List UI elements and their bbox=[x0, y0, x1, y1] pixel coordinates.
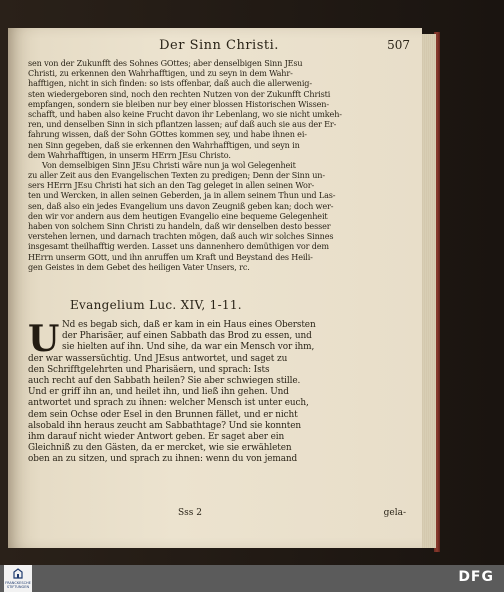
text-line: Gleichniß zu den Gästen, da er mercket, wie sie erwähleten bbox=[28, 443, 292, 454]
viewer-footer bbox=[0, 565, 504, 592]
text-line: der war wassersüchtig. Und JEsus antwortet, und saget zu bbox=[28, 353, 288, 364]
dfg-logo[interactable]: DFG bbox=[458, 569, 494, 585]
text-line: haben von solchem Sinn Christi zu handeln, daß wir denselben desto besser bbox=[28, 221, 331, 231]
text-line: alsobald ihn heraus zeucht am Sabbathtage? Und sie konnten bbox=[28, 420, 302, 431]
library-emblem-icon bbox=[12, 568, 24, 580]
text-line: Christi, zu erkennen den Wahrhafftigen, und zu seyn in dem Wahr- bbox=[28, 68, 293, 79]
library-logo-text: FRANCKESCHE STIFTUNGEN bbox=[5, 581, 31, 589]
catchword: gela- bbox=[383, 508, 406, 518]
text-line: auch recht auf den Sabbath heilen? Sie aber schwiegen stille. bbox=[28, 375, 301, 386]
signature-mark: Sss 2 bbox=[178, 508, 202, 518]
text-line: zu aller Zeit aus den Evangelischen Texten zu predigen; Denn der Sinn un- bbox=[28, 170, 325, 181]
library-logo[interactable] bbox=[4, 565, 32, 592]
text-line: insgesamt theilhafftig werden. Lasset uns dannenhero demüthigen vor dem bbox=[28, 241, 329, 252]
text-line: antwortet und sprach zu ihnen: welcher Mensch ist unter euch, bbox=[28, 398, 309, 409]
text-line: dem sein Ochse oder Esel in den Brunnen fället, und er nicht bbox=[28, 409, 298, 420]
text-line: dem Wahrhafftigen, in unserm HErrn JEsu Christo. bbox=[28, 149, 231, 160]
text-line: den Schrifftgelehrten und Pharisäern, und sprach: Ists bbox=[28, 364, 270, 375]
text-line: der Pharisäer, auf einen Sabbath das Brod zu essen, und bbox=[62, 331, 312, 342]
page-header bbox=[28, 38, 410, 54]
text-line: Von demselbigen Sinn JEsu Christi wäre nun ja wol Gelegenheit bbox=[42, 159, 296, 170]
text-line: HErrn unserm GOtt, und ihn anruffen um Kraft und Beystand des Heili- bbox=[28, 251, 313, 262]
text-line: sen, daß also ein jedes Evangelium uns davon Zeugniß geben kan; doch wer- bbox=[28, 200, 334, 211]
text-line: nen Sinn gegeben, daß sie erkennen den Wahrhafftigen, und seyn in bbox=[28, 139, 300, 150]
text-line: empfangen, sondern sie bleiben nur bey einer blossen Historischen Wissen- bbox=[28, 98, 329, 109]
text-line: sie hielten auf ihn. Und sihe, da war ein Mensch vor ihm, bbox=[62, 342, 315, 353]
text-line: schafft, und haben also keine Frucht davon ihr Lebenlang, wo sie nicht umkeh- bbox=[28, 108, 342, 119]
text-line: sen von der Zukunfft des Sohnes GOttes; aber denselbigen Sinn JEsu bbox=[28, 58, 303, 68]
book-page bbox=[8, 28, 422, 548]
page-number: 507 bbox=[387, 38, 410, 52]
text-line: hafftigen, nicht in sich finden: so ists offenbar, daß auch die allerwenig- bbox=[28, 78, 312, 89]
text-line: gen Geistes in dem Gebet des heiligen Vater Unsers, rc. bbox=[28, 261, 250, 272]
text-line: sten wiedergeboren sind, noch den rechten Nutzen von der Zukunfft Christi bbox=[28, 88, 331, 99]
sermon-paragraph bbox=[28, 58, 416, 272]
gospel-text bbox=[28, 320, 420, 465]
text-line: ten und Wercken, in allen seinen Geberden, ja in allem seinem Thun und Las- bbox=[28, 190, 336, 201]
text-line: ihm darauf nicht wieder Antwort geben. Er saget aber ein bbox=[28, 431, 285, 442]
text-line: Und er griff ihn an, und heilet ihn, und ließ ihn gehen. Und bbox=[28, 387, 289, 398]
running-head: Der Sinn Christi. bbox=[159, 38, 279, 53]
text-line: ren, und denselben Sinn in sich pflantzen lassen; auf daß auch sie aus der Er- bbox=[28, 119, 337, 130]
page-edges bbox=[420, 34, 436, 548]
text-line: Nd es begab sich, daß er kam in ein Haus eines Obersten bbox=[62, 320, 316, 330]
text-line: den wir vor andern aus dem heutigen Evangelio eine bequeme Gelegenheit bbox=[28, 210, 328, 221]
text-line: fahrung wissen, daß der Sohn GOttes kommen sey, und habe ihnen ei- bbox=[28, 129, 307, 140]
decorated-initial: U bbox=[28, 318, 60, 360]
text-line: sers HErrn JEsu Christi hat sich an den Tag geleget in allen seinen Wor- bbox=[28, 180, 315, 191]
text-line: oben an zu sitzen, und sprach zu ihnen: wenn du von jemand bbox=[28, 454, 298, 465]
text-line: verstehen lernen, und darnach trachten mögen, daß auch wir solches Sinnes bbox=[28, 231, 334, 242]
gospel-heading: Evangelium Luc. XIV, 1-11. bbox=[70, 298, 242, 312]
